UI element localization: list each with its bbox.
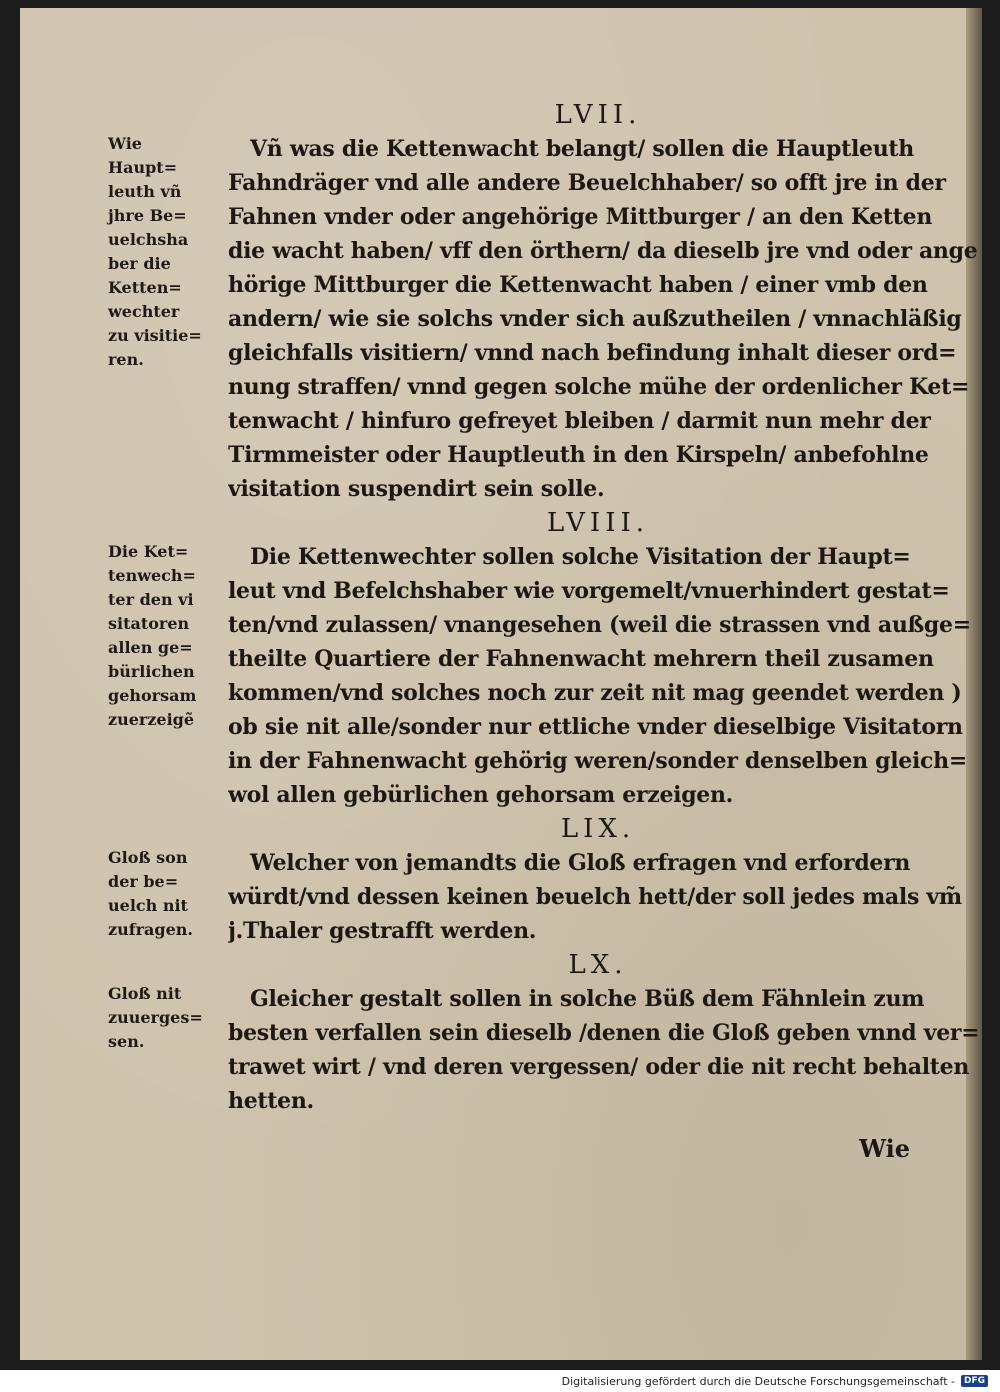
text-line: leut vnd Befelchshaber wie vorgemelt/vnuerhindert gestat= — [228, 578, 950, 604]
marginal-line: bürlichen — [108, 662, 195, 681]
text-line: visitation suspendirt sein solle. — [228, 476, 605, 502]
text-line: theilte Quartiere der Fahnenwacht mehrern theil zusamen — [228, 646, 934, 672]
marginal-note — [108, 846, 220, 942]
marginal-line: leuth vñ — [108, 182, 182, 201]
text-line: trawet wirt / vnd deren vergessen/ oder die nit recht behalten — [228, 1054, 970, 1080]
paragraph — [220, 846, 968, 948]
section-lx — [108, 948, 980, 1118]
text-line: Vñ was die Kettenwacht belangt/ sollen die Hauptleuth — [250, 136, 914, 162]
footer-text: Digitalisierung gefördert durch die Deutsche Forschungsgemeinschaft - — [561, 1374, 955, 1388]
marginal-line: allen ge= — [108, 638, 193, 657]
marginal-line: der be= — [108, 872, 179, 891]
section-numeral: LVII. — [554, 100, 642, 130]
marginal-line: Gloß nit — [108, 984, 182, 1003]
marginal-note — [108, 540, 220, 732]
book-page — [20, 8, 982, 1360]
marginal-line: ter den vi — [108, 590, 194, 609]
marginal-line: uelchsha — [108, 230, 189, 249]
text-line: würdt/vnd dessen keinen beuelch hett/der soll jedes mals vm̃ — [228, 884, 962, 910]
marginal-line: ren. — [108, 350, 144, 369]
paragraph — [220, 540, 971, 812]
marginal-line: Haupt= — [108, 158, 178, 177]
section-lvii — [108, 98, 978, 506]
funding-footer — [0, 1370, 1000, 1392]
text-line: Gleicher gestalt sollen in solche Büß dem Fähnlein zum — [250, 986, 925, 1012]
marginal-line: uelch nit — [108, 896, 188, 915]
text-line: Tirmmeister oder Hauptleuth in den Kirspeln/ anbefohlne — [228, 442, 929, 468]
marginal-note — [108, 982, 220, 1054]
marginal-line: tenwech= — [108, 566, 196, 585]
text-line: ten/vnd zulassen/ vnangesehen (weil die strassen vnd außge= — [228, 612, 971, 638]
marginal-line: Wie — [108, 134, 142, 153]
marginal-line: zuerzeigẽ — [108, 710, 195, 729]
catchword: Wie — [859, 1134, 910, 1163]
text-line: gleichfalls visitiern/ vnnd nach befindung inhalt dieser ord= — [228, 340, 957, 366]
text-line: besten verfallen sein dieselb /denen die Gloß geben vnnd ver= — [228, 1020, 980, 1046]
marginal-line: ber die — [108, 254, 171, 273]
text-line: in der Fahnenwacht gehörig weren/sonder denselben gleich= — [228, 748, 967, 774]
text-line: Fahndräger vnd alle andere Beuelchhaber/ so offt jre in der — [228, 170, 946, 196]
marginal-line: sen. — [108, 1032, 145, 1051]
text-line: die wacht haben/ vff den örthern/ da dieselb jre vnd oder ange — [228, 238, 978, 264]
section-numeral: LX. — [568, 950, 628, 980]
section-numeral: LVIII. — [546, 508, 650, 538]
marginal-line: gehorsam — [108, 686, 197, 705]
marginal-line: jhre Be= — [108, 206, 187, 225]
paragraph — [220, 132, 977, 506]
marginal-line: zuuerges= — [108, 1008, 203, 1027]
paragraph — [220, 982, 979, 1118]
dfg-logo: DFG — [961, 1375, 988, 1387]
marginal-line: sitatoren — [108, 614, 190, 633]
marginal-note — [108, 132, 220, 372]
text-line: Die Kettenwechter sollen solche Visitation der Haupt= — [250, 544, 911, 570]
text-line: tenwacht / hinfuro gefreyet bleiben / darmit nun mehr der — [228, 408, 931, 434]
text-line: andern/ wie sie solchs vnder sich außzutheilen / vnnachläßig — [228, 306, 962, 332]
marginal-line: Die Ket= — [108, 542, 189, 561]
text-line: kommen/vnd solches noch zur zeit nit mag geendet werden ) — [228, 680, 962, 706]
text-line: hörige Mittburger die Kettenwacht haben / einer vmb den — [228, 272, 928, 298]
marginal-line: wechter — [108, 302, 180, 321]
section-lviii — [108, 506, 971, 812]
section-numeral: LIX. — [560, 814, 636, 844]
marginal-line: zufragen. — [108, 920, 193, 939]
text-line: j.Thaler gestrafft werden. — [228, 918, 537, 944]
text-line: Welcher von jemandts die Gloß erfragen vnd erfordern — [250, 850, 911, 876]
text-line: nung straffen/ vnnd gegen solche mühe der ordenlicher Ket= — [228, 374, 970, 400]
text-line: wol allen gebürlichen gehorsam erzeigen. — [228, 782, 734, 808]
text-line: Fahnen vnder oder angehörige Mittburger / an den Ketten — [228, 204, 933, 230]
marginal-line: Gloß son — [108, 848, 188, 867]
text-line: ob sie nit alle/sonder nur ettliche vnder dieselbige Visitatorn — [228, 714, 963, 740]
page-text — [108, 98, 980, 1118]
marginal-line: zu visitie= — [108, 326, 202, 345]
text-line: hetten. — [228, 1088, 314, 1114]
section-lix — [108, 812, 968, 948]
marginal-line: Ketten= — [108, 278, 182, 297]
